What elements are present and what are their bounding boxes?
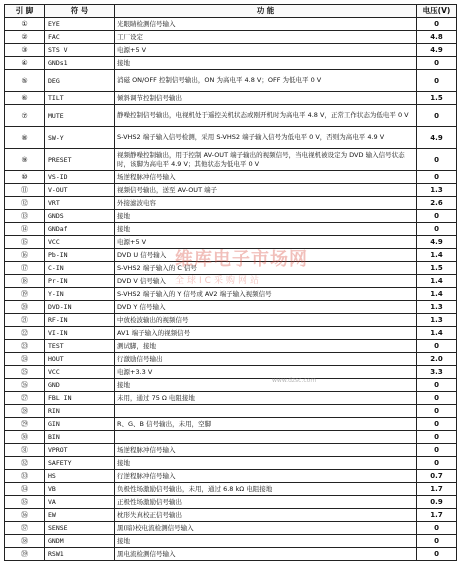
function-cell: DVD V 信号输入 [115, 275, 417, 288]
table-header-row [5, 5, 457, 18]
pin-cell: ⑦ [5, 105, 45, 127]
function-cell: S-VHS2 端子输入的 Y 信号或 AV2 端子输入视频信号 [115, 288, 417, 301]
pin-cell: ⑳ [5, 301, 45, 314]
table-row [5, 127, 457, 149]
voltage-cell: 1.4 [417, 249, 457, 262]
table-row [5, 548, 457, 561]
voltage-cell: 0 [417, 535, 457, 548]
header-pin: 引 脚 [5, 5, 45, 18]
voltage-cell: 3.3 [417, 366, 457, 379]
pin-cell: ⑧ [5, 127, 45, 149]
symbol-cell: V-OUT [45, 184, 115, 197]
symbol-cell: GIN [45, 418, 115, 431]
voltage-cell: 0 [417, 522, 457, 535]
pin-cell: ⑨ [5, 149, 45, 171]
voltage-cell: 0 [417, 444, 457, 457]
table-row [5, 405, 457, 418]
function-cell: 外接滤波电容 [115, 197, 417, 210]
function-cell: 测试脚，接地 [115, 340, 417, 353]
symbol-cell: HS [45, 470, 115, 483]
table-row [5, 418, 457, 431]
voltage-cell: 0 [417, 171, 457, 184]
symbol-cell: DEG [45, 70, 115, 92]
pin-cell: ㉓ [5, 340, 45, 353]
function-cell: 倾斜调节控制信号输出 [115, 92, 417, 105]
function-cell: DVD Y 信号输入 [115, 301, 417, 314]
function-cell: R、G、B 信号输出，未用，空脚 [115, 418, 417, 431]
pin-cell: ㉔ [5, 353, 45, 366]
table-row [5, 509, 457, 522]
pin-cell: ⑪ [5, 184, 45, 197]
voltage-cell: 4.9 [417, 236, 457, 249]
table-row [5, 301, 457, 314]
voltage-cell: 1.4 [417, 288, 457, 301]
pin-cell: ㉗ [5, 392, 45, 405]
symbol-cell: VCC [45, 236, 115, 249]
symbol-cell: VPROT [45, 444, 115, 457]
table-row [5, 223, 457, 236]
symbol-cell: VCC [45, 366, 115, 379]
symbol-cell: GND [45, 379, 115, 392]
function-cell: 消磁 ON/OFF 控制信号输出，ON 为高电平 4.8 V；OFF 为低电平 0 V [115, 70, 417, 92]
voltage-cell: 0 [417, 210, 457, 223]
function-cell: 接地 [115, 457, 417, 470]
function-cell: 未用，通过 75 Ω 电阻接地 [115, 392, 417, 405]
table-row [5, 262, 457, 275]
voltage-cell: 0 [417, 70, 457, 92]
pin-cell: ④ [5, 57, 45, 70]
symbol-cell: Pr-IN [45, 275, 115, 288]
voltage-cell: 1.3 [417, 314, 457, 327]
function-cell: 行逆程脉冲信号输入 [115, 470, 417, 483]
table-row [5, 522, 457, 535]
voltage-cell: 0 [417, 431, 457, 444]
pin-cell: ㊳ [5, 535, 45, 548]
symbol-cell: VRT [45, 197, 115, 210]
function-cell: AV1 端子输入的视频信号 [115, 327, 417, 340]
symbol-cell: VI-IN [45, 327, 115, 340]
function-cell [115, 431, 417, 444]
pin-cell: ⑱ [5, 275, 45, 288]
pin-cell: ㉝ [5, 470, 45, 483]
function-cell: 场逆程脉冲信号输入 [115, 444, 417, 457]
symbol-cell: GNDM [45, 535, 115, 548]
voltage-cell: 0 [417, 392, 457, 405]
function-cell: 场逆程脉冲信号输入 [115, 171, 417, 184]
pin-cell: ⑤ [5, 70, 45, 92]
symbol-cell: RSW1 [45, 548, 115, 561]
table-row [5, 535, 457, 548]
table-row [5, 340, 457, 353]
pin-cell: ㉙ [5, 418, 45, 431]
function-cell: 接地 [115, 223, 417, 236]
symbol-cell: GNDaf [45, 223, 115, 236]
symbol-cell: Y-IN [45, 288, 115, 301]
table-row [5, 366, 457, 379]
table-row [5, 457, 457, 470]
function-cell: 黑电流检测信号输入 [115, 548, 417, 561]
table-row [5, 149, 457, 171]
function-cell: 中放检波输出的视频信号 [115, 314, 417, 327]
pin-cell: ⑰ [5, 262, 45, 275]
function-cell: DVD U 信号输入 [115, 249, 417, 262]
header-function: 功 能 [115, 5, 417, 18]
symbol-cell: MUTE [45, 105, 115, 127]
pin-cell: ㉖ [5, 379, 45, 392]
watermark-url: www.dzsc.com [272, 377, 317, 384]
voltage-cell: 2.6 [417, 197, 457, 210]
symbol-cell: PRESET [45, 149, 115, 171]
voltage-cell: 0 [417, 18, 457, 31]
pin-cell: ㉕ [5, 366, 45, 379]
voltage-cell: 0 [417, 340, 457, 353]
voltage-cell: 1.4 [417, 275, 457, 288]
voltage-cell: 0 [417, 57, 457, 70]
table-row [5, 210, 457, 223]
symbol-cell: VB [45, 483, 115, 496]
table-row [5, 496, 457, 509]
voltage-cell: 2.0 [417, 353, 457, 366]
symbol-cell: SW-Y [45, 127, 115, 149]
voltage-cell: 0.7 [417, 470, 457, 483]
table-row [5, 171, 457, 184]
table-row [5, 70, 457, 92]
table-row [5, 184, 457, 197]
voltage-cell: 0 [417, 223, 457, 236]
function-cell: 正极性场激励信号输出 [115, 496, 417, 509]
pin-cell: ㉚ [5, 431, 45, 444]
symbol-cell: VA [45, 496, 115, 509]
voltage-cell: 1.7 [417, 509, 457, 522]
voltage-cell: 1.5 [417, 262, 457, 275]
pin-cell: ⑬ [5, 210, 45, 223]
table-row [5, 31, 457, 44]
symbol-cell: VS-ID [45, 171, 115, 184]
table-row [5, 105, 457, 127]
function-cell: 电源+5 V [115, 44, 417, 57]
table-row [5, 197, 457, 210]
symbol-cell: TEST [45, 340, 115, 353]
voltage-cell: 4.9 [417, 127, 457, 149]
pin-cell: ① [5, 18, 45, 31]
voltage-cell: 0 [417, 105, 457, 127]
watermark-main: 维库电子市场网 [175, 249, 308, 270]
pin-cell: ⑮ [5, 236, 45, 249]
function-cell: 行激励信号输出 [115, 353, 417, 366]
voltage-cell: 1.3 [417, 301, 457, 314]
pin-cell: ㉟ [5, 496, 45, 509]
function-cell: 接地 [115, 210, 417, 223]
symbol-cell: Pb-IN [45, 249, 115, 262]
function-cell: 接地 [115, 535, 417, 548]
table-row [5, 314, 457, 327]
voltage-cell: 0 [417, 379, 457, 392]
symbol-cell: RIN [45, 405, 115, 418]
function-cell: 光眼睛检测信号输入 [115, 18, 417, 31]
function-cell: 电源+5 V [115, 236, 417, 249]
table-row [5, 275, 457, 288]
symbol-cell: EYE [45, 18, 115, 31]
table-row [5, 18, 457, 31]
symbol-cell: EW [45, 509, 115, 522]
symbol-cell: DVD-IN [45, 301, 115, 314]
pin-cell: ㊱ [5, 509, 45, 522]
function-cell: 接地 [115, 379, 417, 392]
function-cell: S-VHS2 端子输入的 C 信号 [115, 262, 417, 275]
voltage-cell: 0 [417, 457, 457, 470]
header-symbol: 符 号 [45, 5, 115, 18]
pin-cell: ㉞ [5, 483, 45, 496]
table-row [5, 353, 457, 366]
pin-cell: ㊲ [5, 522, 45, 535]
table-row [5, 44, 457, 57]
table-row [5, 249, 457, 262]
table-row [5, 57, 457, 70]
table-row [5, 379, 457, 392]
table-row [5, 431, 457, 444]
function-cell: 视频信号输出，送至 AV-OUT 端子 [115, 184, 417, 197]
voltage-cell: 4.8 [417, 31, 457, 44]
voltage-cell: 0.9 [417, 496, 457, 509]
pin-cell: ㉜ [5, 457, 45, 470]
table-row [5, 392, 457, 405]
voltage-cell: 0 [417, 418, 457, 431]
symbol-cell: SENSE [45, 522, 115, 535]
pin-cell: ⑫ [5, 197, 45, 210]
pin-cell: ③ [5, 44, 45, 57]
pin-cell: ⑭ [5, 223, 45, 236]
table-row [5, 236, 457, 249]
table-row [5, 288, 457, 301]
pin-cell: ㉘ [5, 405, 45, 418]
symbol-cell: FAC [45, 31, 115, 44]
voltage-cell: 1.4 [417, 327, 457, 340]
pin-cell: ⑩ [5, 171, 45, 184]
pin-cell: ㉒ [5, 327, 45, 340]
voltage-cell: 0 [417, 149, 457, 171]
voltage-cell: 4.9 [417, 44, 457, 57]
table-row [5, 92, 457, 105]
pin-cell: ㉛ [5, 444, 45, 457]
table-row [5, 470, 457, 483]
table-row [5, 444, 457, 457]
function-cell: 视频静噪控制输出，用于控制 AV-OUT 端子输出的视频信号，当电视机被设定为 DVD 输入信号状态时，该脚为高电平 4.9 V；其他状态为低电平 0 V [115, 149, 417, 171]
table-row [5, 327, 457, 340]
symbol-cell: SAFETY [45, 457, 115, 470]
symbol-cell: STS V [45, 44, 115, 57]
voltage-cell: 1.5 [417, 92, 457, 105]
table-body [5, 18, 457, 561]
function-cell: 负极性场激励信号输出，未用，通过 6.8 kΩ 电阻接地 [115, 483, 417, 496]
function-cell: 黑(暗)校电流检测信号输入 [115, 522, 417, 535]
voltage-cell: 0 [417, 548, 457, 561]
pin-cell: ㊴ [5, 548, 45, 561]
function-cell: 工厂设定 [115, 31, 417, 44]
symbol-cell: GNDS [45, 210, 115, 223]
header-voltage: 电压(V) [417, 5, 457, 18]
symbol-cell: GNDs1 [45, 57, 115, 70]
pin-cell: ⑲ [5, 288, 45, 301]
voltage-cell: 1.3 [417, 184, 457, 197]
function-cell: 电源+3.3 V [115, 366, 417, 379]
watermark-sub: 全球IC采购网站 [175, 276, 262, 286]
symbol-cell: TILT [45, 92, 115, 105]
function-cell [115, 405, 417, 418]
symbol-cell: BIN [45, 431, 115, 444]
pin-cell: ⑯ [5, 249, 45, 262]
function-cell: 静噪控制信号输出，电视机处于遥控关机状态或刚开机时为高电平 4.8 V，正常工作状态为低电平 0 V [115, 105, 417, 127]
pin-cell: ② [5, 31, 45, 44]
function-cell: 枕形失真校正信号输出 [115, 509, 417, 522]
pin-function-table-page [4, 4, 456, 567]
pin-cell: ⑥ [5, 92, 45, 105]
table-row [5, 483, 457, 496]
symbol-cell: FBL IN [45, 392, 115, 405]
function-cell: S-VHS2 端子输入信号检测，采用 S-VHS2 端子输入信号为低电平 0 V，否则为高电平 4.9 V [115, 127, 417, 149]
symbol-cell: RF-IN [45, 314, 115, 327]
voltage-cell: 0 [417, 405, 457, 418]
symbol-cell: C-IN [45, 262, 115, 275]
pin-cell: ㉑ [5, 314, 45, 327]
voltage-cell: 1.7 [417, 483, 457, 496]
function-cell: 接地 [115, 57, 417, 70]
symbol-cell: HOUT [45, 353, 115, 366]
pin-function-table [4, 4, 457, 561]
